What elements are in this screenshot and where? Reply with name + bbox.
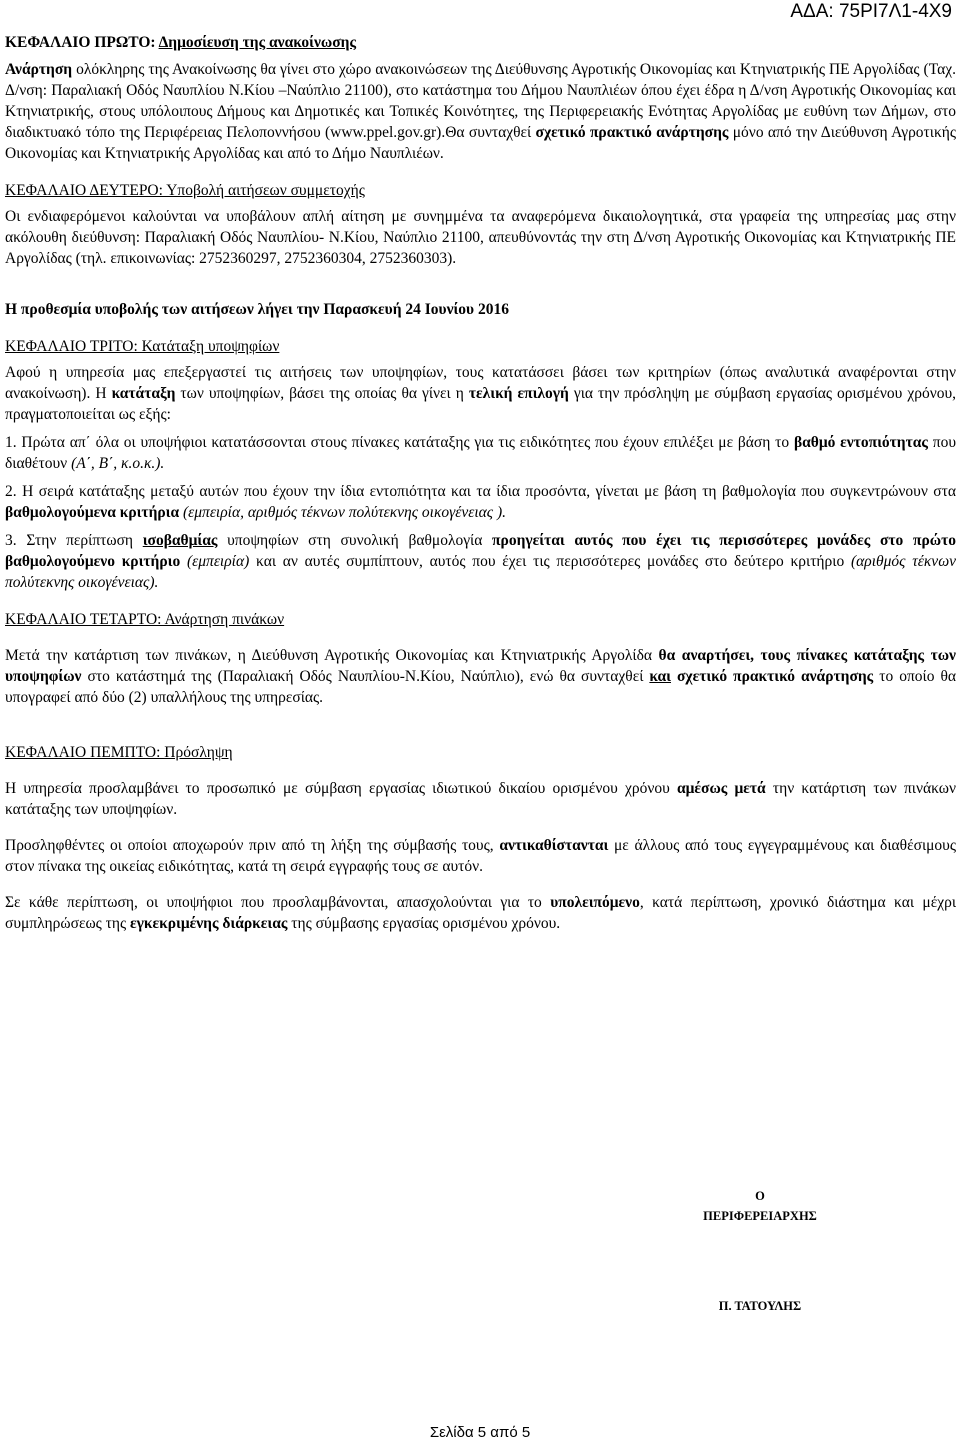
chapter-3-text-3: για την πρόσληψη με σύμβαση εργασίας ορισμένου χρόνου, πραγματοποιείται ως εξής:	[5, 385, 957, 423]
ranking-item-2	[5, 481, 956, 523]
ranking-item-1	[5, 432, 956, 474]
chapter-2-title: ΚΕΦΑΛΑΙΟ ΔΕΥΤΕΡΟ: Υποβολή αιτήσεων συμμετοχής	[5, 182, 365, 199]
chapter-5-paragraph-1	[5, 778, 956, 820]
document-body	[5, 32, 956, 934]
chapter-1-text-1: ολόκληρης της Ανακοίνωσης θα γίνει στο χώρο ανακοινώσεων της Διεύθυνσης Αγροτικής Οικονομίας και Κτηνιατρικής ΠΕ Αργολίδας (Ταχ. Δ/νση: Παραλιακή Οδός Ναυπλίου Ν.Κίου –Ναύπλιο 21100), στο κατάστημα του Δήμου Ναυπλιέων όπου έχει έδρα η Δ/νση Αγροτικής Οικονομίας και Κτηνιατρικής, στους υπόλοιπους Δήμους και Δημοτικές και Τοπικές Κοινότητες, της Περιφερειακής Ενότητας Αργολίδας με ευθύνη των Δήμων, στο διαδικτυακό τόπο της Περιφέρειας Πελοποννήσου (www.ppel.gov.gr).Θα συνταχθεί	[5, 61, 956, 141]
chapter-4-bold-2: σχετικό πρακτικό ανάρτησης	[677, 668, 874, 685]
signature-name: Π. ΤΑΤΟΥΛΗΣ	[718, 1299, 802, 1313]
chapter-4-text-2: στο κατάστημά της (Παραλιακή Οδός Ναυπλίου-Ν.Κίου, Ναύπλιο), ενώ θα συνταχθεί	[81, 668, 650, 685]
chapter-5-p3-text-1: Σε κάθε περίπτωση, οι υποψήφιοι που προσλαμβάνονται, απασχολούνται για το	[5, 894, 551, 911]
chapter-1-bold-2: σχετικό πρακτικό ανάρτησης	[535, 124, 729, 141]
item-3-italic-2: (αριθμός τέκνων πολύτεκνης οικογένειας).	[5, 553, 957, 591]
ada-code: ΑΔΑ: 75ΡΙ7Λ1-4Χ9	[790, 1, 952, 22]
chapter-5-p3-text-3: της σύμβασης εργασίας ορισμένου χρόνου.	[287, 915, 561, 932]
signature-title	[700, 1186, 820, 1226]
item-3-text-1: 3. Στην περίπτωση	[5, 532, 143, 549]
item-3-bold-underline: ισοβαθμίας	[142, 532, 218, 549]
chapter-5-paragraph-2	[5, 835, 956, 877]
chapter-5-paragraph-3	[5, 892, 956, 934]
chapter-3-paragraph	[5, 362, 956, 425]
chapter-5-p1-bold: αμέσως μετά	[676, 780, 766, 797]
chapter-1-title-main: Δημοσίευση της ανακοίνωσης	[158, 34, 356, 51]
chapter-3-text-1: Αφού η υπηρεσία μας επεξεργαστεί τις αιτήσεις των υποψηφίων, τους κατατάσσει βάσει των κριτηρίων (όπως αναλυτικά αναφέρονται στην ανακοίνωση). Η	[5, 364, 956, 402]
page-number: Σελίδα 5 από 5	[429, 1424, 531, 1441]
item-3-text-4: και αν αυτές συμπίπτουν, αυτός που έχει τις περισσότερες μονάδες στο δεύτερο κριτήριο	[249, 553, 851, 570]
chapter-4-bold-underline: και	[649, 668, 671, 685]
chapter-5-p3-bold-1: υπολειπόμενο	[550, 894, 640, 911]
chapter-1-title-prefix: ΚΕΦΑΛΑΙΟ ΠΡΩΤΟ:	[5, 34, 159, 51]
signature-role: ΠΕΡΙΦΕΡΕΙΑΡΧΗΣ	[703, 1209, 817, 1223]
chapter-1-text-2: μόνο από την Διεύθυνση Αγροτικής Οικονομίας και Κτηνιατρικής Αργολίδας και από το Δήμο Ναυπλιέων.	[5, 124, 957, 162]
chapter-1-paragraph	[5, 59, 956, 164]
chapter-1-bold-1: Ανάρτηση	[5, 61, 73, 78]
chapter-5-p3-text-2: , κατά περίπτωση, χρονικό διάστημα και μέχρι συμπληρώσεως της	[5, 894, 956, 932]
item-1-text-1: 1. Πρώτα απ΄ όλα οι υποψήφιοι κατατάσσονται στους πίνακες κατάταξης για τις ειδικότητες που έχουν επιλέξει με βάση το	[5, 434, 794, 451]
item-3-text-3	[180, 553, 187, 570]
deadline-notice	[5, 299, 956, 320]
item-2-text-1: 2. Η σειρά κατάταξης μεταξύ αυτών που έχουν την ίδια εντοπιότητα και τα ίδια προσόντα, γίνεται με βάση τη βαθμολογία που συγκεντρώνουν στα	[5, 483, 956, 500]
item-1-italic: (Α΄, Β΄, κ.ο.κ.).	[71, 455, 165, 472]
chapter-5-p1-text-1: Η υπηρεσία προσλαμβάνει το προσωπικό με σύμβαση εργασίας ιδιωτικού δικαίου ορισμένου χρόνου	[5, 780, 677, 797]
item-2-bold: βαθμολογούμενα κριτήρια	[5, 504, 180, 521]
chapter-5-title: ΚΕΦΑΛΑΙΟ ΠΕΜΠΤΟ: Πρόσληψη	[5, 744, 233, 761]
chapter-4-text-4: το οποίο θα υπογραφεί από δύο (2) υπαλλήλους της υπηρεσίας.	[5, 668, 956, 706]
item-3-text-2: υποψηφίων στη συνολική βαθμολογία	[217, 532, 493, 549]
chapter-3-title: ΚΕΦΑΛΑΙΟ ΤΡΙΤΟ: Κατάταξη υποψηφίων	[5, 338, 280, 355]
chapter-5-p3-bold-2: εγκεκριμένης διάρκειας	[130, 915, 288, 932]
item-3-bold: προηγείται αυτός που έχει τις περισσότερες μονάδες στο πρώτο βαθμολογούμενο κριτήριο	[5, 532, 956, 570]
item-2-italic: (εμπειρία, αριθμός τέκνων πολύτεκνης οικογένειας ).	[179, 504, 506, 521]
chapter-5-p2-bold: αντικαθίστανται	[499, 837, 609, 854]
signature-article: Ο	[755, 1189, 765, 1203]
chapter-4-title: ΚΕΦΑΛΑΙΟ ΤΕΤΑΡΤΟ: Ανάρτηση πινάκων	[5, 611, 285, 628]
chapter-4-paragraph	[5, 645, 956, 708]
chapter-3-text-2: των υποψηφίων, βάσει της οποίας θα γίνει η	[175, 385, 469, 402]
chapter-3-bold-1: κατάταξη	[111, 385, 176, 402]
item-3-italic-1: (εμπειρία)	[187, 553, 250, 570]
chapter-2-paragraph: Οι ενδιαφερόμενοι καλούνται να υποβάλουν απλή αίτηση με συνημμένα τα αναφερόμενα δικαιολογητικά, στα γραφεία της υπηρεσίας μας στην ακόλουθη διεύθυνση: Παραλιακή Οδός Ναυπλίου- Ν.Κίου, Ναύπλιο 21100, απευθύνοντάς την στη Δ/νση Αγροτικής Οικονομίας και Κτηνιατρικής ΠΕ Αργολίδας (τηλ. επικοινωνίας: 2752360297, 2752360304, 2752360303).	[5, 208, 956, 267]
chapter-4-text-1: Μετά την κατάρτιση των πινάκων, η Διεύθυνση Αγροτικής Οικονομίας και Κτηνιατρικής Αργολίδα	[5, 647, 659, 664]
chapter-1-title	[5, 32, 956, 53]
item-1-bold: βαθμό εντοπιότητας	[793, 434, 928, 451]
ranking-item-3	[5, 530, 956, 593]
chapter-5-p1-text-2: την κατάρτιση των πινάκων κατάταξης των υποψηφίων.	[5, 780, 956, 818]
deadline-text: Η προθεσμία υποβολής των αιτήσεων λήγει την Παρασκευή 24 Ιουνίου 2016	[5, 301, 509, 318]
chapter-3-bold-2: τελική επιλογή	[468, 385, 569, 402]
item-1-text-2: που διαθέτουν	[5, 434, 956, 472]
chapter-5-p2-text-2: με άλλους από τους εγγεγραμμένους και διαθέσιμους στον πίνακα της οικείας ειδικότητας, κατά τη σειρά εγγραφής τους σε αυτόν.	[5, 837, 956, 875]
chapter-4-bold-1: θα αναρτήσει, τους πίνακες κατάταξης των υποψηφίων	[5, 647, 956, 685]
chapter-5-p2-text-1: Προσληφθέντες οι οποίοι αποχωρούν πριν από τη λήξη της σύμβασής τους,	[5, 837, 500, 854]
